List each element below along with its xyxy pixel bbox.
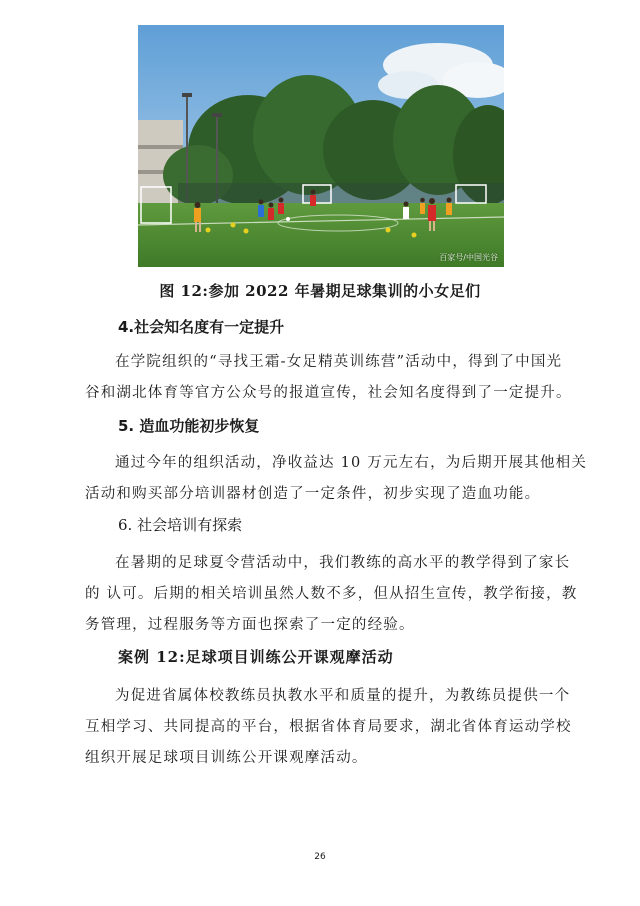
case-heading-12: 案例 12:足球项目训练公开课观摩活动 [118, 648, 394, 666]
paragraph-line: 在暑期的足球夏令营活动中，我们教练的高水平的教学得到了家长 [115, 555, 571, 571]
paragraph-line: 在学院组织的“寻找王霜-女足精英训练营”活动中，得到了中国光 [115, 354, 563, 370]
section-paragraph-4 [85, 347, 572, 409]
section-heading-4: 4.社会知名度有一定提升 [118, 318, 285, 336]
paragraph-line: 的 认可。后期的相关培训虽然人数不多，但从招生宣传，教学衔接，教 [85, 586, 578, 602]
paragraph-line: 为促进省属体校教练员执教水平和质量的提升，为教练员提供一个 [115, 688, 571, 704]
paragraph-line: 活动和购买部分培训器材创造了一定条件，初步实现了造血功能。 [85, 486, 541, 502]
paragraph-line: 互相学习、共同提高的平台，根据省体育局要求，湖北省体育运动学校 [85, 719, 572, 735]
case-paragraph-12 [85, 681, 572, 774]
paragraph-line: 通过今年的组织活动，净收益达 10 万元左右，为后期开展其他相关 [115, 455, 588, 471]
section-paragraph-6 [85, 548, 578, 641]
section-paragraph-5 [85, 448, 588, 510]
photo-illustration [138, 25, 504, 267]
photo-watermark: 百家号/中国光谷 [439, 253, 498, 262]
figure-caption: 图 12:参加 2022 年暑期足球集训的小女足们 [159, 282, 481, 300]
paragraph-line: 务管理，过程服务等方面也探索了一定的经验。 [85, 617, 415, 633]
football-training-photo [138, 25, 504, 267]
page-number: 26 [314, 852, 326, 862]
paragraph-line: 谷和湖北体育等官方公众号的报道宣传，社会知名度得到了一定提升。 [85, 385, 572, 401]
section-heading-6: 6. 社会培训有探索 [118, 516, 243, 534]
paragraph-line: 组织开展足球项目训练公开课观摩活动。 [85, 750, 368, 766]
section-heading-5: 5. 造血功能初步恢复 [118, 417, 260, 435]
